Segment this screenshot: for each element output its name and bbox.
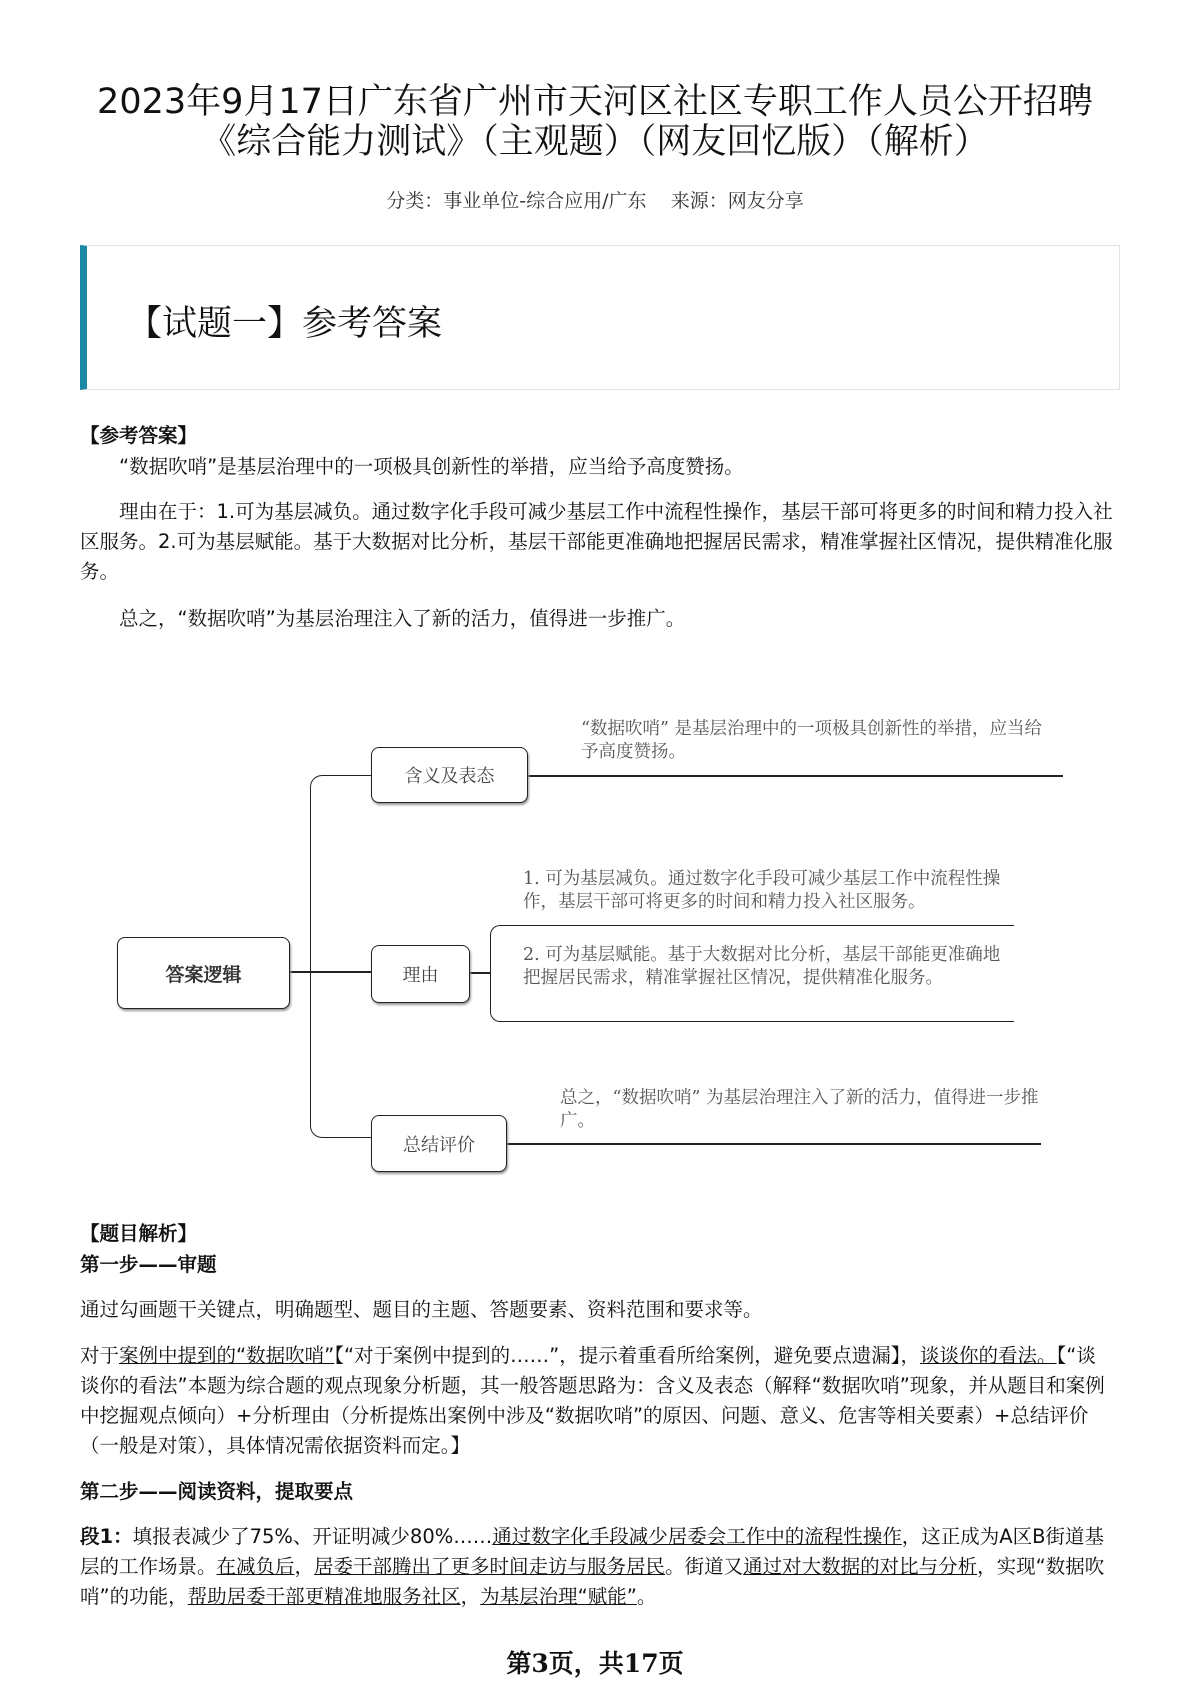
answer-p2: 理由在于：1.可为基层减负。通过数字化手段可减少基层工作中流程性操作，基层干部可将更多的时间和精力投入社区服务。2.可为基层赋能。基于大数据对比分析，基层干部能更准确地把握居民需求，精准掌握社区情况，提供精准化服务。	[80, 500, 1113, 583]
underlined-text: “数据吹哨”	[236, 1344, 335, 1367]
mindmap-text-reason2: 2. 可为基层赋能。基于大数据对比分析，基层干部能更准确地把握居民需求，精准掌握社区情况，提供精准化服务。	[523, 945, 1001, 988]
text: ，实现“数据吹哨”的功能，	[80, 1555, 1105, 1608]
text: 【“对于案例中提到的……”，提示着重看所给案例，避免要点遗漏】，	[334, 1344, 920, 1367]
branch1-line	[528, 775, 1063, 777]
underlined-text: 通过数字化手段减少居委会工作中的流程性操作	[492, 1525, 902, 1548]
text: ，	[294, 1555, 315, 1578]
step1-p1: 通过勾画题干关键点，明确题型、题目的主题、答题要素、资料范围和要求等。	[80, 1298, 763, 1321]
answer-label: 【参考答案】	[80, 424, 198, 447]
text: 【“谈谈你的看法”本题为综合题的观点现象分析题，其一般答题思路为：含义及表态（解释“数据吹哨”现象，并从题目和案例中挖掘观点倾向）+分析理由（分析提炼出案例中涉及“数据吹哨”的原因、问题、意义、危害等相关要素）+总结评价（一般是对策），具体情况需依据资料而定。】	[80, 1344, 1105, 1457]
mindmap-root: 答案逻辑	[117, 937, 290, 1009]
underlined-text: 案例中提到的	[119, 1344, 237, 1367]
underlined-text: 谈谈你的看法。	[919, 1344, 1057, 1367]
text: 。	[636, 1585, 657, 1608]
mindmap-branch-summary: 总结评价	[371, 1115, 507, 1172]
mindmap-text-reason1: 1. 可为基层减负。通过数字化手段可减少基层工作中流程性操作，基层干部可将更多的时间和精力投入社区服务。	[523, 869, 1001, 912]
para-label: 段1：	[80, 1525, 133, 1548]
mindmap-branch-reason: 理由	[371, 945, 470, 1003]
answer-p3: 总之，“数据吹哨”为基层治理注入了新的活力，值得进一步推广。	[119, 607, 686, 630]
analysis-label: 【题目解析】	[80, 1222, 198, 1245]
text: 对于	[80, 1344, 120, 1367]
branch3-line	[507, 1143, 1041, 1145]
bracket	[310, 775, 371, 1138]
step1-p2	[80, 1341, 1115, 1461]
underlined-text: 通过对大数据的对比与分析	[743, 1555, 978, 1578]
category: 分类：事业单位-综合应用/广东	[386, 190, 647, 212]
answer-p1: “数据吹哨”是基层治理中的一项极具创新性的举措，应当给予高度赞扬。	[119, 455, 744, 478]
text: ，	[460, 1585, 481, 1608]
doc-meta	[0, 186, 1190, 213]
mindmap-text-meaning: “数据吹哨” 是基层治理中的一项极具创新性的举措，应当给予高度赞扬。	[581, 719, 1042, 762]
underlined-text: 帮助居委干部更精准地服务社区	[187, 1585, 461, 1608]
doc-title-line1: 2023年9月17日广东省广州市天河区社区专职工作人员公开招聘	[97, 82, 1093, 122]
connector	[470, 972, 490, 974]
underlined-text: 在减负后	[216, 1555, 295, 1578]
page-number: 第3页，共17页	[506, 1649, 684, 1678]
mindmap-text-summary: 总之，“数据吹哨” 为基层治理注入了新的活力，值得进一步推广。	[560, 1088, 1039, 1131]
source: 来源：网友分享	[670, 190, 804, 212]
text: 。街道又	[665, 1555, 744, 1578]
underlined-text: 居委干部腾出了更多时间走访与服务居民	[314, 1555, 666, 1578]
doc-title-line2: 《综合能力测试》（主观题）（网友回忆版）（解析）	[201, 122, 989, 162]
underlined-text: 为基层治理“赋能”	[480, 1585, 637, 1608]
mindmap-branch-meaning: 含义及表态	[371, 747, 528, 803]
step1-heading: 第一步——审题	[80, 1253, 217, 1276]
step2-heading: 第二步——阅读资料，提取要点	[80, 1480, 354, 1503]
step2-p1	[80, 1522, 1115, 1612]
text: ，这正成为A区B街道基层的工作场景。	[80, 1525, 1104, 1578]
section-heading: 【试题一】参考答案	[127, 304, 443, 344]
section-heading-box	[80, 245, 1120, 390]
text: 填报表减少了75%、开证明减少80%……	[132, 1525, 493, 1548]
